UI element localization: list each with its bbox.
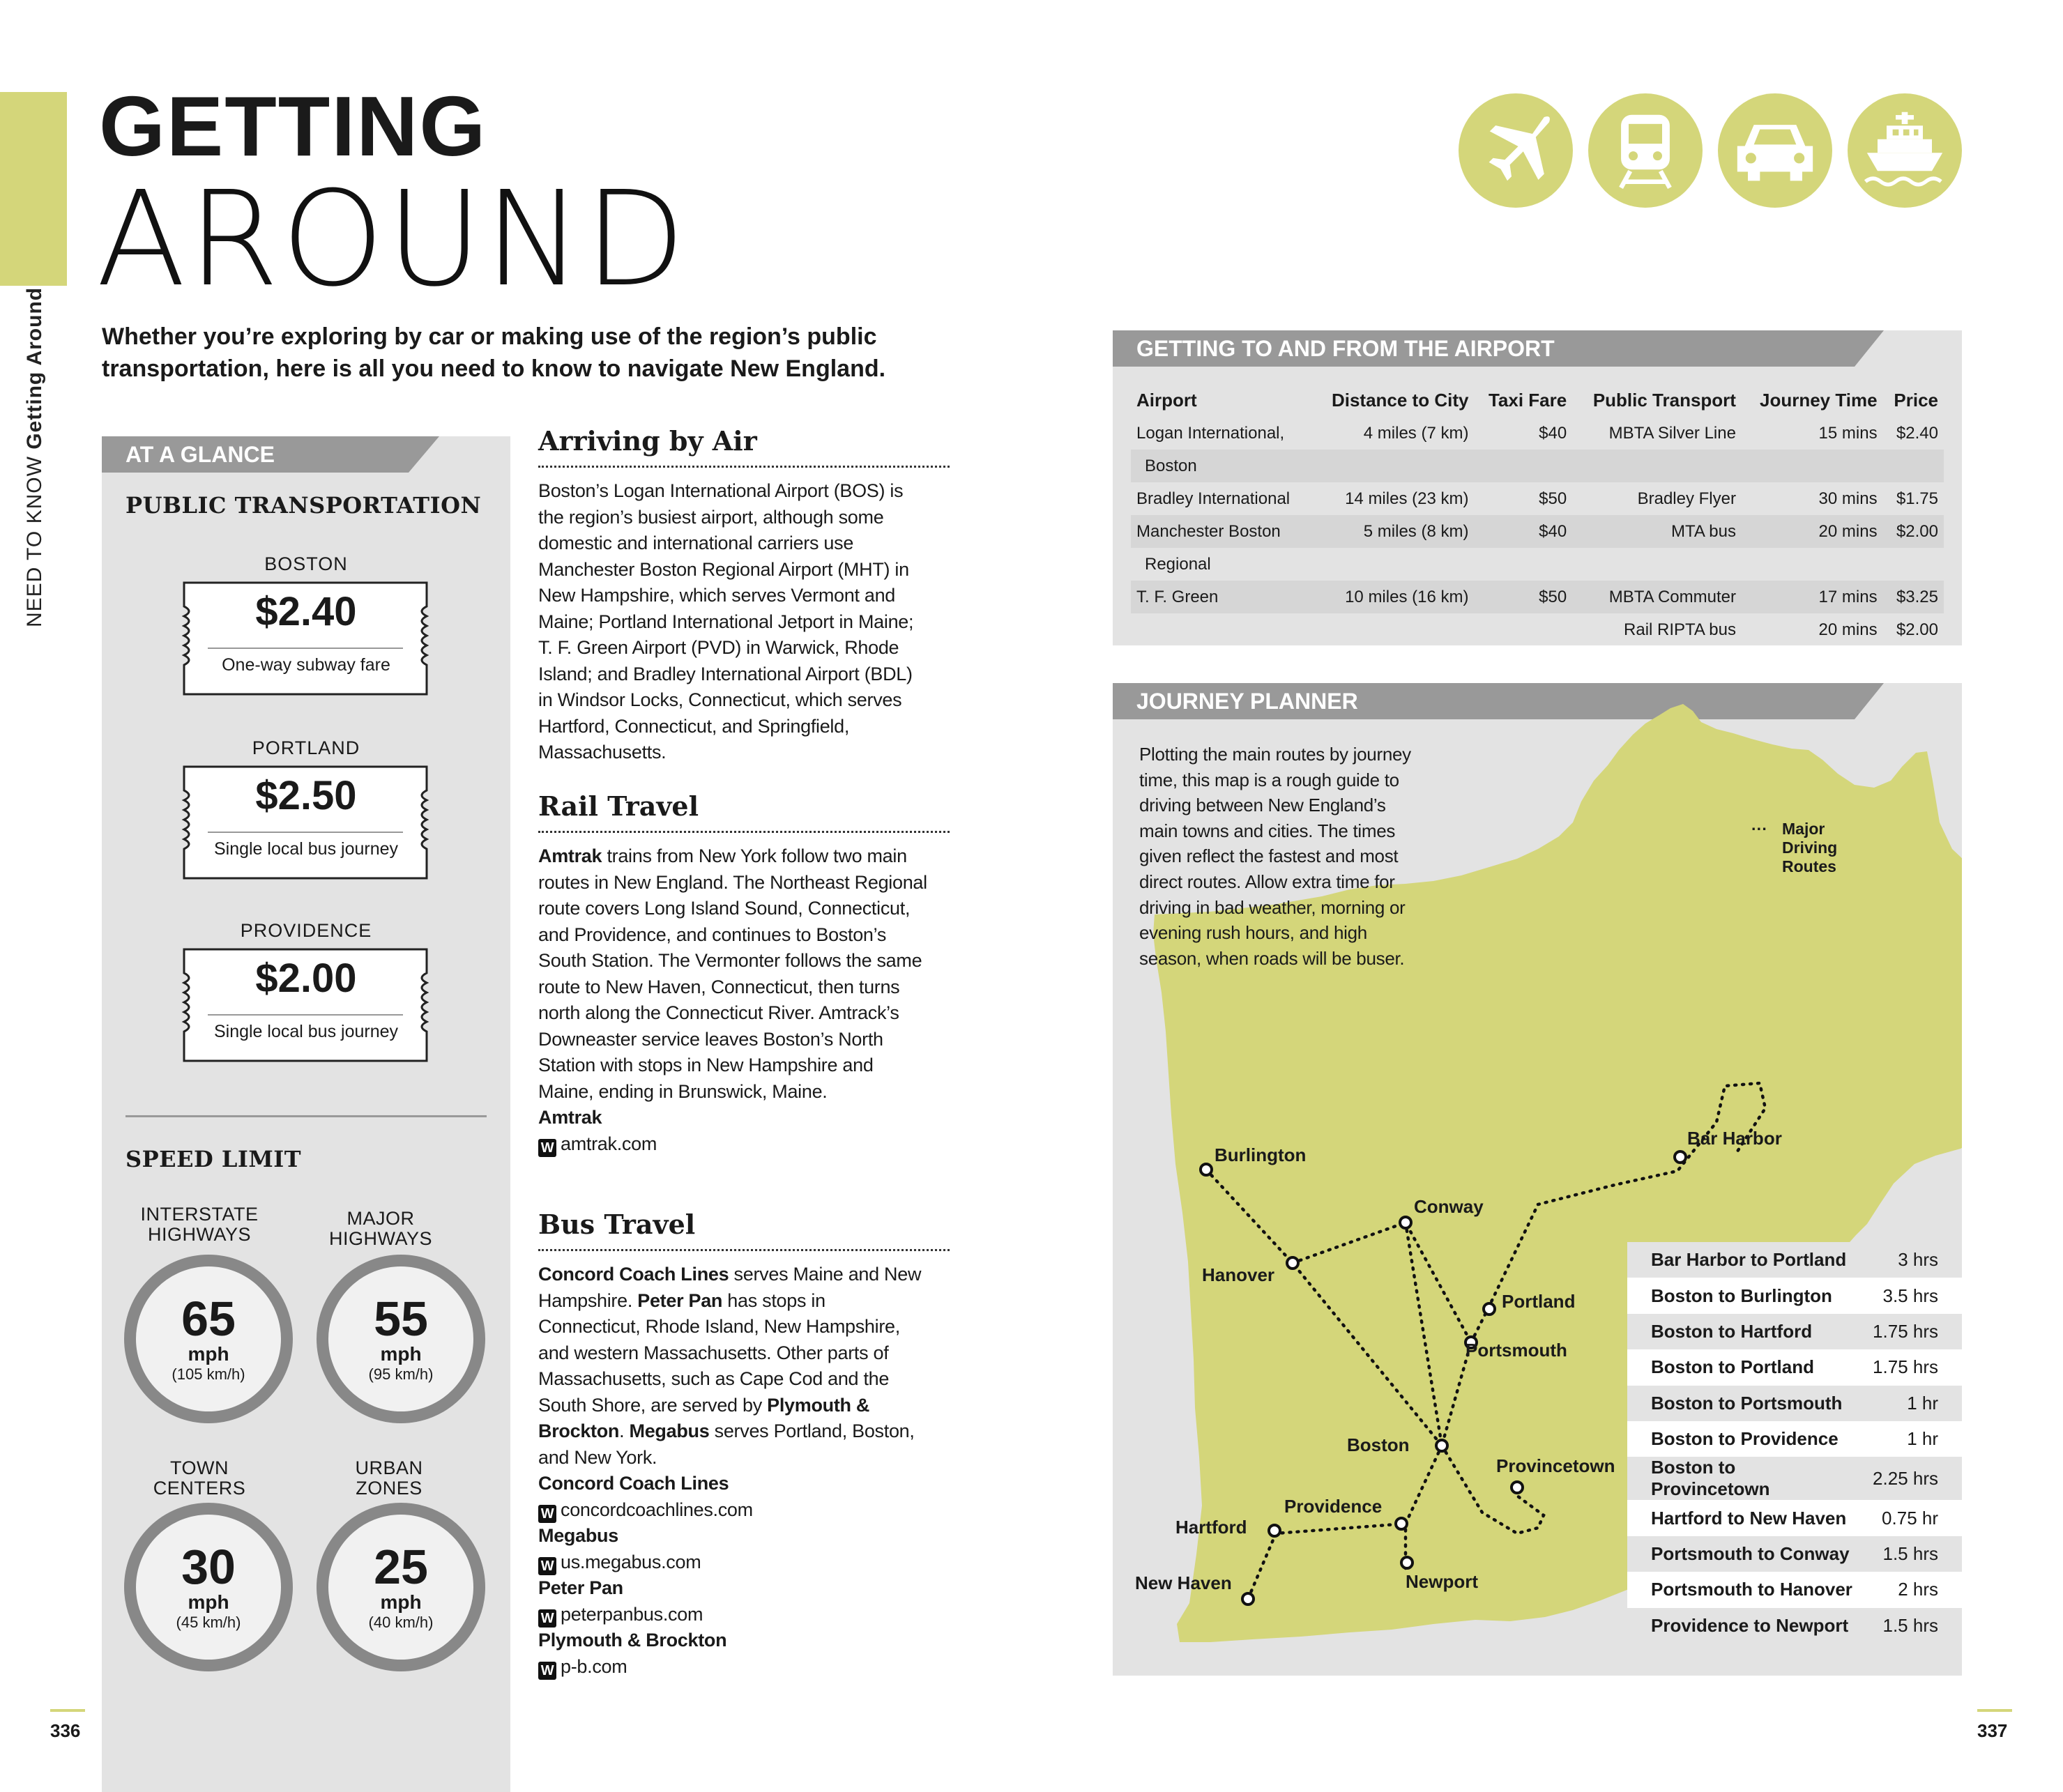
cell: 10 miles (16 km) [1311,581,1474,613]
table-row [1627,1608,1962,1644]
fare-city: PORTLAND [252,737,360,758]
speed-value: 65 [181,1292,236,1346]
cell: Regional [1145,554,1211,574]
cell [1572,450,1742,482]
cell: 14 miles (23 km) [1345,489,1469,508]
route: Boston to Provincetown [1627,1457,1860,1500]
page-number-rule [50,1709,85,1712]
table-row [1627,1349,1962,1385]
web-icon: W [538,1139,556,1157]
public-transport-heading: PUBLIC TRANSPORTATION [125,492,482,519]
bus-operator: Peter Pan [637,1289,723,1311]
col-header: Airport [1136,389,1197,411]
airport-banner: GETTING TO AND FROM THE AIRPORT [1136,336,1555,361]
legend-label: Major Driving Routes [1782,820,1838,875]
section-spine-label [14,28,56,627]
spine-prefix: NEED TO KNOW [23,456,46,627]
bus-text: . [619,1420,630,1441]
duration: 2.25 hrs [1860,1457,1962,1500]
fare-price: $2.00 [255,956,357,1001]
fare-city: BOSTON [264,553,348,574]
airport-table [1131,383,1944,646]
page-title-line2: AROUND [96,163,688,316]
megabus-link[interactable]: us.megabus.com [561,1551,701,1572]
col-header: Journey Time [1759,389,1878,411]
cell [1742,450,1883,482]
pb-link[interactable]: p-b.com [561,1655,627,1677]
journey-panel [1113,683,1962,1676]
cell: MBTA Commuter [1572,581,1742,613]
divider [538,466,950,468]
ship-icon [1848,93,1962,208]
web-icon: W [538,1505,556,1523]
web-icon: W [538,1662,556,1680]
cell [1572,548,1742,581]
cell [1474,450,1572,482]
spine-section: Getting Around [23,286,46,450]
speed-value: 30 [181,1540,236,1594]
duration: 1.5 hrs [1860,1608,1962,1644]
duration: 1.75 hrs [1860,1349,1962,1385]
speed-value: 55 [374,1292,428,1346]
fare-city: PROVIDENCE [240,920,372,941]
speed-label: INTERSTATE HIGHWAYS [140,1204,259,1245]
speed-unit: mph [188,1343,229,1365]
table-row [1131,417,1944,450]
journey-times-table [1627,1242,1962,1644]
duration: 2 hrs [1860,1572,1962,1607]
route: Hartford to New Haven [1627,1500,1860,1536]
journey-banner: JOURNEY PLANNER [1136,689,1358,714]
plane-icon [1459,93,1573,208]
fare-note: Single local bus journey [213,1022,399,1041]
fare-price: $2.50 [255,773,357,818]
duration: 3.5 hrs [1860,1278,1962,1313]
cell [1883,450,1944,482]
map-legend: ··· Major Driving Routes [1751,820,1838,875]
cell: 15 mins [1818,423,1878,443]
page-title-line1: GETTING [99,79,487,174]
city-label: Hanover [1202,1264,1275,1285]
web-icon: W [538,1557,556,1575]
bus-operator: Concord Coach Lines [538,1264,729,1285]
city-label: New Haven [1135,1572,1232,1593]
fare-note: Single local bus journey [213,839,399,859]
city-label: Boston [1347,1434,1410,1455]
page-number-right: 337 [1977,1720,2008,1741]
cell: MTA bus [1572,515,1742,548]
cell: Rail RIPTA bus [1624,620,1736,639]
speed-label: TOWN CENTERS [153,1457,246,1499]
banner-label: AT A GLANCE [125,442,275,467]
city-label: Conway [1414,1196,1484,1217]
cell: Boston [1131,450,1311,482]
peterpan-link[interactable]: peterpanbus.com [561,1603,703,1625]
table-row [1131,515,1944,548]
cell [1131,613,1311,646]
cell: $2.40 [1896,423,1938,443]
cell: 17 mins [1742,581,1883,613]
cell: MBTA Silver Line [1608,423,1736,443]
duration: 1 hr [1860,1386,1962,1421]
city-label: Portsmouth [1466,1340,1567,1361]
cell: Bradley International [1136,489,1291,508]
cell: Logan International, [1136,423,1285,443]
col-header: Public Transport [1592,389,1736,411]
divider [125,1115,487,1117]
city-label: Provincetown [1496,1455,1615,1476]
cell: 4 miles (7 km) [1363,423,1469,443]
table-row [1627,1421,1962,1457]
at-a-glance-panel [102,436,510,1792]
duration: 1 hr [1860,1421,1962,1457]
rail-heading: Rail Travel [538,790,699,822]
route: Boston to Portland [1627,1349,1860,1385]
speed-value: 25 [374,1540,428,1594]
route: Portsmouth to Conway [1627,1536,1860,1572]
route: Boston to Portsmouth [1627,1386,1860,1421]
bus-operator: Megabus [629,1420,710,1441]
speed-label: MAJOR HIGHWAYS [328,1208,432,1249]
table-row [1131,548,1944,581]
divider [538,1249,950,1251]
route: Boston to Hartford [1627,1314,1860,1349]
cell [1883,548,1944,581]
bus-body [538,1262,929,1680]
speed-metric: (45 km/h) [176,1614,241,1631]
link-name: Megabus [538,1525,618,1546]
col-header: Price [1894,389,1938,411]
cell: 20 mins [1818,620,1878,639]
city-label: Bar Harbor [1687,1128,1782,1149]
divider [538,831,950,833]
link-name: Plymouth & Brockton [538,1630,727,1651]
speed-sign [124,1503,293,1671]
cell: 30 mins [1818,489,1878,508]
air-heading: Arriving by Air [538,425,757,457]
table-row [1627,1386,1962,1421]
speed-unit: mph [380,1591,422,1613]
cell [1742,548,1883,581]
route: Bar Harbor to Portland [1627,1242,1860,1278]
table-row [1131,482,1944,515]
bus-text: serves Maine and New Hampshire. [538,1264,922,1311]
link-name: Peter Pan [538,1577,623,1598]
speed-sign [124,1255,293,1423]
cell: $2.00 [1883,515,1944,548]
speed-metric: (105 km/h) [172,1365,245,1383]
speed-label: URBAN ZONES [355,1457,423,1499]
table-row [1627,1572,1962,1607]
cell [1474,548,1572,581]
duration: 3 hrs [1860,1242,1962,1278]
city-label: Portland [1502,1291,1576,1312]
speed-unit: mph [380,1343,422,1365]
cell: $2.00 [1896,620,1938,639]
fare-price: $2.40 [255,589,357,634]
cell: $50 [1539,489,1567,508]
cell: $40 [1539,423,1567,443]
table-row [1131,450,1944,482]
cell: Bradley Flyer [1637,489,1736,508]
rail-text: trains from New York follow two main routes in New England. The Northeast Regional route covers Long Island Sound, Connecticut, and Providence, and continues to Boston’s South Station. The Vermonter follows the same route to New Haven, Connecticut, then turns north along the Connecticut River. Amtrack’s Downeaster service leaves Boston’s North Station with stops in New Hampshire and Maine, ending in Brunswick, Maine. [538,845,927,1102]
duration: 0.75 hr [1860,1500,1962,1536]
web-icon: W [538,1609,556,1628]
at-a-glance-banner [102,436,510,473]
cell: $40 [1474,515,1572,548]
link-name: Concord Coach Lines [538,1473,729,1494]
page-number-left: 336 [50,1720,81,1741]
bus-text: serves Portland, Boston, and New York. [538,1420,915,1468]
link-name: Amtrak [538,1107,602,1128]
table-row [1131,581,1944,613]
train-icon [1588,93,1703,208]
city-label: Hartford [1175,1517,1247,1538]
table-row [1627,1536,1962,1572]
route: Providence to Newport [1627,1608,1860,1644]
car-icon [1718,93,1832,208]
bus-heading: Bus Travel [538,1209,696,1240]
col-header: Taxi Fare [1488,389,1567,411]
cell: T. F. Green [1131,581,1311,613]
fare-note: One-way subway fare [222,655,390,675]
cell: 20 mins [1742,515,1883,548]
cell: $3.25 [1883,581,1944,613]
rail-body [538,843,929,1157]
city-label: Providence [1284,1496,1383,1517]
cell [1311,450,1474,482]
speed-metric: (40 km/h) [368,1614,434,1631]
cell [1474,613,1572,646]
table-row [1627,1500,1962,1536]
journey-intro: Plotting the main routes by journey time, this map is a rough guide to driving between New England’s main towns and cities. The times given reflect the fastest and most direct routes. Allow extra time for driving in bad weather, morning or evening rush hours, and high season, when roads will be buser. [1139,744,1411,969]
route: Portsmouth to Hanover [1627,1572,1860,1607]
cell: Manchester Boston [1131,515,1311,548]
city-label: Newport [1406,1571,1478,1592]
intro-text: Whether you’re exploring by car or making use of the region’s public transportation, here is all you need to know to navigate New England. [102,323,886,382]
rail-lead: Amtrak [538,845,602,866]
cell [1311,613,1474,646]
table-row [1627,1314,1962,1349]
cell [1311,548,1474,581]
page-number-rule [1977,1709,2012,1712]
duration: 1.75 hrs [1860,1314,1962,1349]
city-label: Burlington [1215,1144,1307,1165]
airport-panel [1113,330,1962,645]
table-row [1627,1457,1962,1500]
route: Boston to Providence [1627,1421,1860,1457]
cell: $1.75 [1896,489,1938,508]
speed-sign [317,1255,485,1423]
table-row [1627,1242,1962,1278]
speed-metric: (95 km/h) [368,1365,434,1383]
table-row [1131,613,1944,646]
amtrak-link[interactable]: amtrak.com [561,1133,657,1154]
table-header [1131,383,1944,417]
table-row [1627,1278,1962,1313]
air-body: Boston’s Logan International Airport (BOS) is the region’s busiest airport, although some domestic and international carriers use Manchester Boston Regional Airport (MHT) in New Hampshire, which serves Vermont and Maine; Portland International Jetport in Maine; T. F. Green Airport (PVD) in Warwick, Rhode Island; and Bradley International Airport (BDL) in Windsor Locks, Connecticut, which serves Hartford, Connecticut, and Springfield, Massachusetts. [538,480,914,763]
route: Boston to Burlington [1627,1278,1860,1313]
col-header: Distance to City [1331,389,1469,411]
speed-limit-heading: SPEED LIMIT [125,1146,302,1172]
speed-unit: mph [188,1591,229,1613]
duration: 1.5 hrs [1860,1536,1962,1572]
speed-sign [317,1503,485,1671]
bus-text: has stops in Connecticut, Rhode Island, New Hampshire, and western Massachusetts. Other parts of Massachusetts, such as Cape Cod and the South Shore, are served by [538,1289,900,1416]
bus-operator: Plymouth & Brockton [538,1394,870,1441]
cell: 5 miles (8 km) [1311,515,1474,548]
cell: $50 [1474,581,1572,613]
concord-link[interactable]: concordcoachlines.com [561,1499,753,1520]
